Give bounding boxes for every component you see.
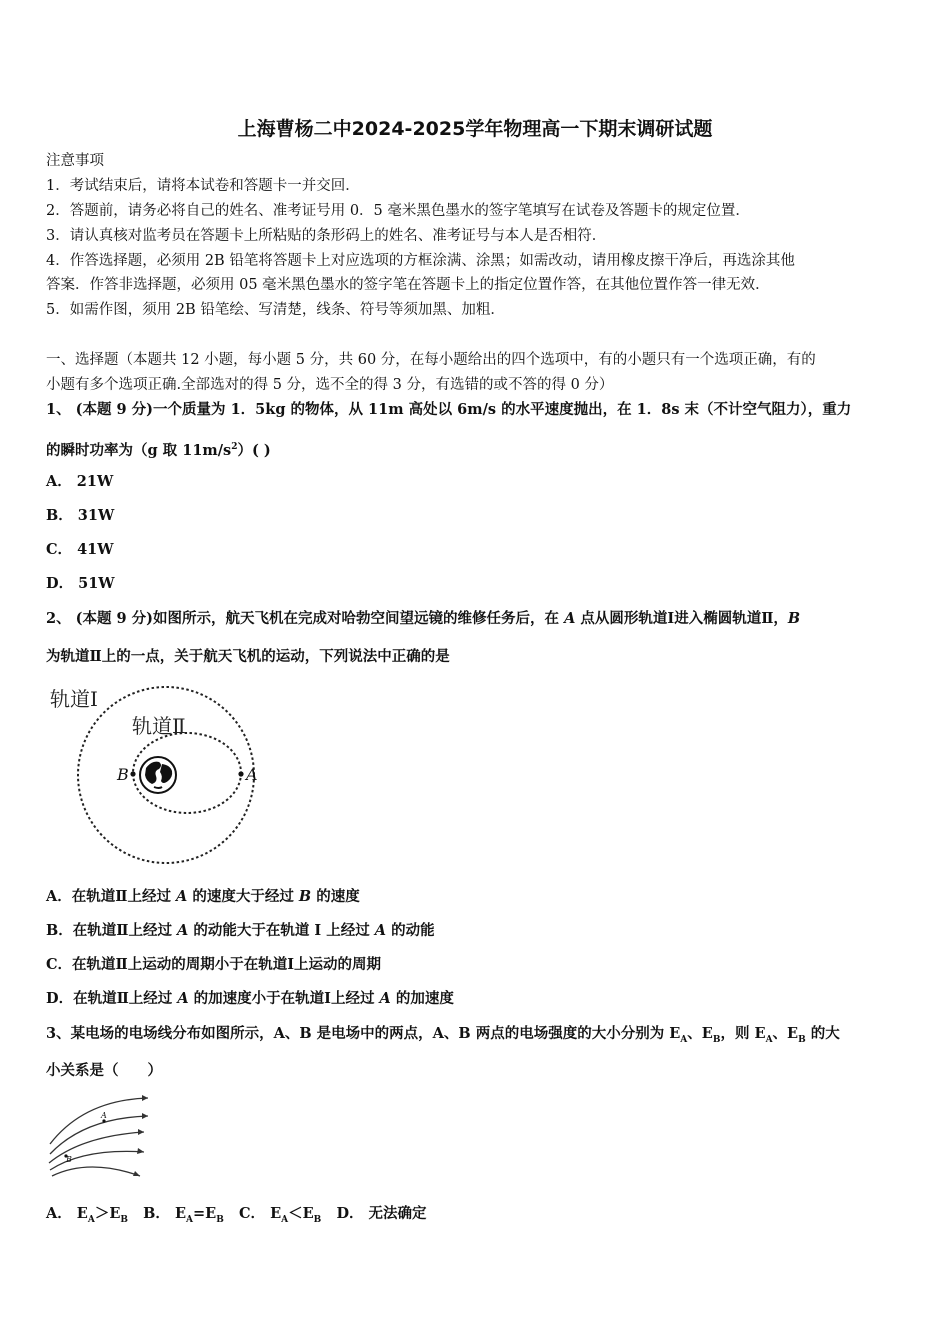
q3-stem: 3、某电场的电场线分布如图所示，A、B 是电场中的两点，A、B 两点的电场强度的大小分别为 $E_A$、$E_B$，则 $E_A$、$E_B$ 的大 bbox=[46, 1025, 840, 1045]
q3-stem-cont: 小关系是（ ） bbox=[46, 1062, 162, 1079]
section-heading-cont: 小题有多个选项正确.全部选对的得 5 分，选不全的得 3 分，有选错的或不答的得 0 分） bbox=[46, 377, 614, 393]
q1-option-d: D． 51W bbox=[46, 575, 115, 592]
notice-item: 5．如需作图，须用 2B 铅笔绘、写清楚，线条、符号等须加黑、加粗． bbox=[46, 302, 505, 318]
q1-option-a: A． 21W bbox=[46, 473, 114, 490]
q2-option-d: D．在轨道Ⅱ上经过 A 的加速度小于在轨道Ⅰ上经过 A 的加速度 bbox=[46, 990, 454, 1007]
q1-stem-cont: 的瞬时功率为（g 取 $11m/s^2$）( ) bbox=[46, 441, 271, 459]
orbit-two-label: 轨道Ⅱ bbox=[132, 714, 186, 738]
q3-options: A． $E_A>E_B$ B． $E_A=E_B$ C． $E_A<E_B$ D． 无法确定 bbox=[46, 1205, 427, 1225]
q1-option-c: C． 41W bbox=[46, 541, 114, 558]
q2-option-a: A．在轨道Ⅱ上经过 A 的速度大于经过 B 的速度 bbox=[46, 888, 360, 905]
q1-option-b: B． 31W bbox=[46, 507, 115, 524]
orbit-one-label: 轨道Ⅰ bbox=[50, 687, 98, 711]
notice-heading: 注意事项 bbox=[46, 153, 104, 169]
arrow-icon bbox=[133, 1171, 140, 1176]
label-a: A bbox=[101, 1111, 107, 1120]
orbit-figure bbox=[44, 684, 274, 869]
notice-item: 3．请认真核对监考员在答题卡上所粘贴的条形码上的姓名、准考证号与本人是否相符． bbox=[46, 228, 607, 244]
q2-option-b: B．在轨道Ⅱ上经过 A 的动能大于在轨道 I 上经过 A 的动能 bbox=[46, 922, 435, 939]
section-heading: 一、选择题（本题共 12 小题，每小题 5 分，共 60 分，在每小题给出的四个选项中，有的小题只有一个选项正确，有的 bbox=[46, 352, 816, 368]
q2-option-c: C．在轨道Ⅱ上运动的周期小于在轨道Ⅰ上运动的周期 bbox=[46, 956, 382, 973]
earth-icon bbox=[140, 757, 176, 793]
arrow-icon bbox=[142, 1095, 148, 1101]
field-lines-figure bbox=[44, 1092, 154, 1184]
notice-item: 2．答题前，请务必将自己的姓名、准考证号用 0．5 毫米黑色墨水的签字笔填写在试卷及答题卡的规定位置． bbox=[46, 203, 750, 219]
field-line bbox=[50, 1098, 148, 1144]
notice-item: 1．考试结束后，请将本试卷和答题卡一并交回． bbox=[46, 178, 360, 194]
field-line bbox=[50, 1116, 148, 1154]
label-a: A bbox=[246, 765, 258, 784]
arrow-icon bbox=[137, 1148, 144, 1154]
notice-item: 4．作答选择题，必须用 2B 铅笔将答题卡上对应选项的方框涂满、涂黑；如需改动，请用橡皮擦干净后，再选涂其他 bbox=[46, 253, 795, 269]
field-line bbox=[52, 1167, 140, 1176]
point-a-marker bbox=[238, 771, 243, 776]
field-line bbox=[49, 1132, 144, 1163]
label-b: B bbox=[66, 1155, 72, 1164]
q2-stem-cont: 为轨道Ⅱ上的一点，关于航天飞机的运动，下列说法中正确的是 bbox=[46, 648, 450, 665]
page-title: 上海曹杨二中2024-2025学年物理高一下期末调研试题 bbox=[237, 118, 713, 140]
notice-item: 答案．作答非选择题，必须用 05 毫米黑色墨水的签字笔在答题卡上的指定位置作答，在其他位置作答一律无效． bbox=[46, 277, 770, 293]
arrow-icon bbox=[142, 1113, 148, 1119]
label-b: B bbox=[117, 765, 129, 784]
q1-stem: 1、 (本题 9 分)一个质量为 1．5kg 的物体，从 11m 高处以 6m/s 的水平速度抛出，在 1．8s 末（不计空气阻力），重力 bbox=[46, 401, 852, 418]
arrow-icon bbox=[138, 1129, 144, 1135]
point-b-marker bbox=[130, 771, 135, 776]
q2-stem: 2、 (本题 9 分)如图所示，航天飞机在完成对哈勃空间望远镜的维修任务后，在 A 点从圆形轨道Ⅰ进入椭圆轨道Ⅱ，B bbox=[46, 610, 801, 627]
